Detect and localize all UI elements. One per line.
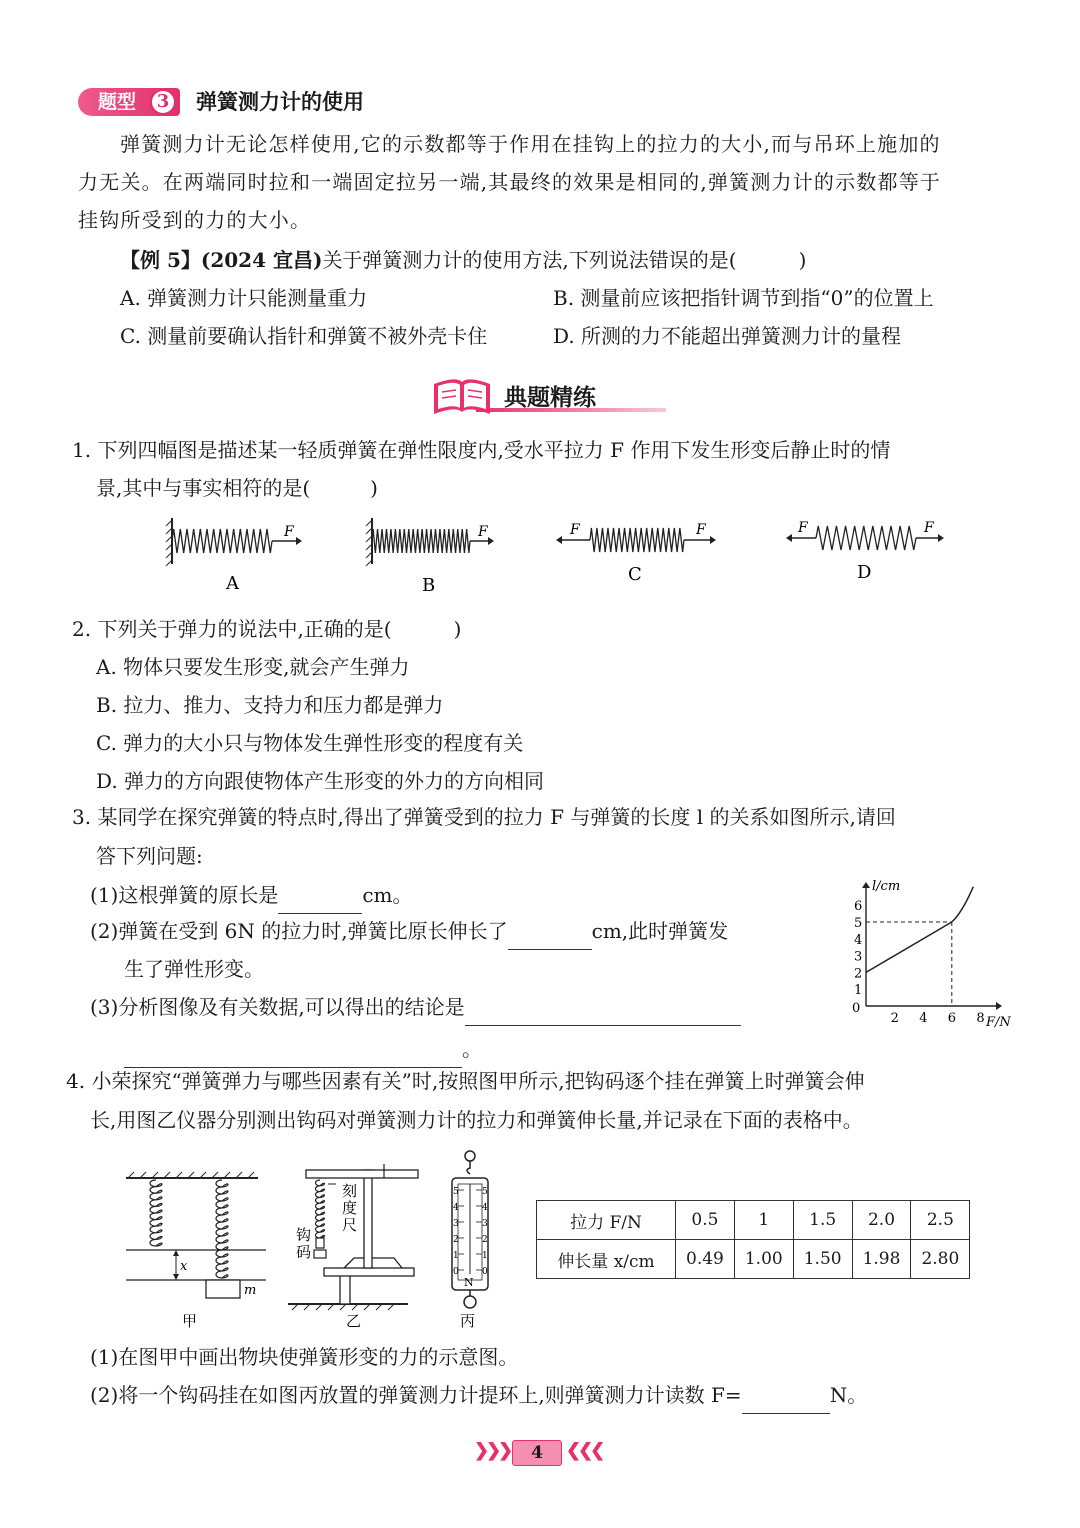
table-row — [537, 1240, 970, 1279]
q4-line-1: 4. 小荣探究“弹簧弹力与哪些因素有关”时,按照图甲所示,把钩码逐个挂在弹簧上时弹簧会伸 — [66, 1069, 865, 1093]
svg-text:4: 4 — [482, 1203, 488, 1213]
svg-text:3: 3 — [482, 1219, 488, 1229]
x-tick-label: 4 — [919, 1011, 928, 1026]
x-axis-label: F/N — [986, 1015, 1011, 1030]
q3-blank-1[interactable] — [278, 887, 362, 914]
table-row-header: 拉力 F/N — [537, 1201, 676, 1240]
table-cell: 2.80 — [911, 1240, 970, 1279]
y-tick-label: 6 — [854, 899, 863, 915]
y-tick-label: 5 — [854, 916, 863, 931]
table-cell: 1.98 — [852, 1240, 911, 1279]
intro-line-2: 力无关。在两端同时拉和一端固定拉另一端,其最终的效果是相同的,弹簧测力计的示数都等于 — [78, 170, 942, 194]
q2-option-b: B. 拉力、推力、支持力和压力都是弹力 — [96, 693, 444, 717]
option-label-a: A — [226, 573, 239, 594]
origin-label: 0 — [852, 1001, 861, 1016]
table-cell: 2.0 — [852, 1201, 911, 1240]
figure-jia — [126, 1172, 266, 1330]
figure-label-yi: 乙 — [346, 1312, 362, 1330]
intro-line-3: 挂钩所受到的力的大小。 — [78, 208, 312, 232]
svg-text:1: 1 — [453, 1251, 459, 1261]
example-option-c: C. 测量前要确认指针和弹簧不被外壳卡住 — [120, 324, 488, 348]
ruler-label: 刻度尺 — [342, 1182, 358, 1234]
table-cell: 2.5 — [911, 1201, 970, 1240]
x-axis-arrow — [996, 1002, 1002, 1010]
right-chevrons-icon: ❮❮❮ — [566, 1440, 603, 1461]
q3-blank-3[interactable] — [465, 999, 741, 1026]
y-axis-arrow — [862, 882, 870, 888]
table-cell: 0.49 — [676, 1240, 735, 1279]
table-cell: 1.00 — [734, 1240, 793, 1279]
example-stem: 关于弹簧测力计的使用方法,下列说法错误的是( — [322, 248, 737, 272]
example-option-a: A. 弹簧测力计只能测量重力 — [120, 286, 368, 310]
svg-text:m: m — [244, 1283, 257, 1298]
topic-badge-number: 3 — [150, 89, 176, 115]
q4-data-table — [536, 1200, 970, 1279]
x-tick-label: 2 — [890, 1011, 899, 1026]
y-axis-label: l/cm — [872, 879, 901, 894]
q2-option-a: A. 物体只要发生形变,就会产生弹力 — [96, 655, 410, 679]
svg-text:F: F — [696, 522, 706, 538]
series-line-curve — [952, 887, 973, 922]
svg-text:x: x — [180, 1259, 188, 1274]
y-tick-label: 1 — [854, 983, 863, 999]
q3-part-3-cont: 。 — [124, 1030, 482, 1068]
q3-line-2: 答下列问题: — [96, 844, 203, 868]
q3-part-2: (2)弹簧在受到 6N 的拉力时,弹簧比原长伸长了 cm,此时弹簧发 — [90, 912, 728, 950]
q2-option-d: D. 弹力的方向跟使物体产生形变的外力的方向相同 — [96, 769, 545, 793]
q1-line-1: 1. 下列四幅图是描述某一轻质弹簧在弹性限度内,受水平拉力 F 作用下发生形变后静止时的情 — [72, 438, 891, 462]
topic-badge-label: 题型 — [98, 91, 137, 113]
spring-figure-a — [166, 518, 302, 566]
svg-text:0: 0 — [482, 1267, 488, 1277]
y-tick-label: 3 — [854, 949, 863, 965]
q1-spring-figures — [160, 512, 960, 602]
x-tick-label: 6 — [947, 1011, 957, 1026]
figure-yi — [288, 1164, 418, 1330]
left-chevrons-icon: ❯❯❯ — [474, 1440, 511, 1461]
svg-text:N: N — [464, 1276, 474, 1289]
q3-chart — [836, 872, 1026, 1034]
svg-text:2: 2 — [482, 1235, 488, 1245]
svg-text:F: F — [570, 522, 580, 538]
table-row — [537, 1201, 970, 1240]
open-book-icon — [434, 379, 490, 414]
example-option-d: D. 所测的力不能超出弹簧测力计的量程 — [553, 324, 902, 348]
section-title: 弹簧测力计的使用 — [196, 89, 364, 114]
svg-text:4: 4 — [453, 1203, 459, 1213]
q3-blank-2[interactable] — [508, 923, 592, 950]
q3-part-2-cont: 生了弹性形变。 — [124, 957, 264, 981]
svg-text:F: F — [924, 520, 934, 536]
intro-line-1: 弹簧测力计无论怎样使用,它的示数都等于作用在挂钩上的拉力的大小,而与吊环上施加的 — [120, 132, 941, 156]
svg-text:2: 2 — [453, 1235, 459, 1245]
table-cell: 0.5 — [676, 1201, 735, 1240]
y-tick-label: 2 — [854, 966, 863, 982]
q4-part-2: (2)将一个钩码挂在如图丙放置的弹簧测力计提环上,则弹簧测力计读数 F= N。 — [90, 1376, 867, 1414]
q2-option-c: C. 弹力的大小只与物体发生弹性形变的程度有关 — [96, 731, 524, 755]
svg-text:F: F — [478, 524, 488, 540]
q2-stem: 2. 下列关于弹力的说法中,正确的是( ) — [72, 617, 462, 641]
example-tag: 【例 5】(2024 宜昌) — [120, 248, 323, 272]
x-tick-label: 8 — [976, 1011, 985, 1026]
figure-bing — [452, 1151, 488, 1330]
spring-figure-b — [366, 518, 494, 566]
q3-part-3: (3)分析图像及有关数据,可以得出的结论是 — [90, 988, 741, 1026]
q1-line-2: 景,其中与事实相符的是( ) — [96, 476, 378, 500]
svg-text:0: 0 — [453, 1267, 459, 1277]
example-question — [120, 241, 806, 279]
spring-figure-c — [556, 522, 716, 552]
spring-figure-d — [786, 520, 944, 550]
table-cell: 1.50 — [793, 1240, 852, 1279]
option-label-b: B — [422, 575, 436, 596]
option-label-c: C — [628, 564, 642, 585]
svg-text:3: 3 — [453, 1219, 459, 1229]
figure-label-jia: 甲 — [182, 1312, 198, 1330]
table-row-header: 伸长量 x/cm — [537, 1240, 676, 1279]
svg-text:F: F — [284, 524, 294, 540]
q4-blank-1[interactable] — [742, 1387, 830, 1414]
hook-weight-label: 钩码 — [296, 1226, 312, 1261]
y-tick-label: 4 — [854, 932, 863, 948]
table-cell: 1.5 — [793, 1201, 852, 1240]
svg-text:F: F — [798, 520, 808, 536]
svg-text:1: 1 — [482, 1251, 488, 1261]
example-option-b: B. 测量前应该把指针调节到指“0”的位置上 — [553, 286, 934, 310]
q3-part-1: (1)这根弹簧的原长是 cm。 — [90, 876, 413, 914]
q4-line-2: 长,用图乙仪器分别测出钩码对弹簧测力计的拉力和弹簧伸长量,并记录在下面的表格中。 — [90, 1108, 863, 1132]
svg-text:5: 5 — [482, 1187, 488, 1197]
series-line-linear — [866, 922, 952, 972]
option-label-d: D — [857, 562, 872, 583]
table-cell: 1 — [734, 1201, 793, 1240]
q4-apparatus-figures — [118, 1146, 508, 1336]
q4-part-1: (1)在图甲中画出物块使弹簧形变的力的示意图。 — [90, 1345, 519, 1369]
q3-line-1: 3. 某同学在探究弹簧的特点时,得出了弹簧受到的拉力 F 与弹簧的长度 l 的关系如图所示,请回 — [72, 805, 896, 829]
svg-text:5: 5 — [453, 1187, 459, 1197]
practice-title: 典题精练 — [504, 384, 596, 411]
example-paren-close: ) — [798, 248, 807, 272]
figure-label-bing: 丙 — [460, 1312, 476, 1330]
page-number: 4 — [512, 1440, 562, 1466]
